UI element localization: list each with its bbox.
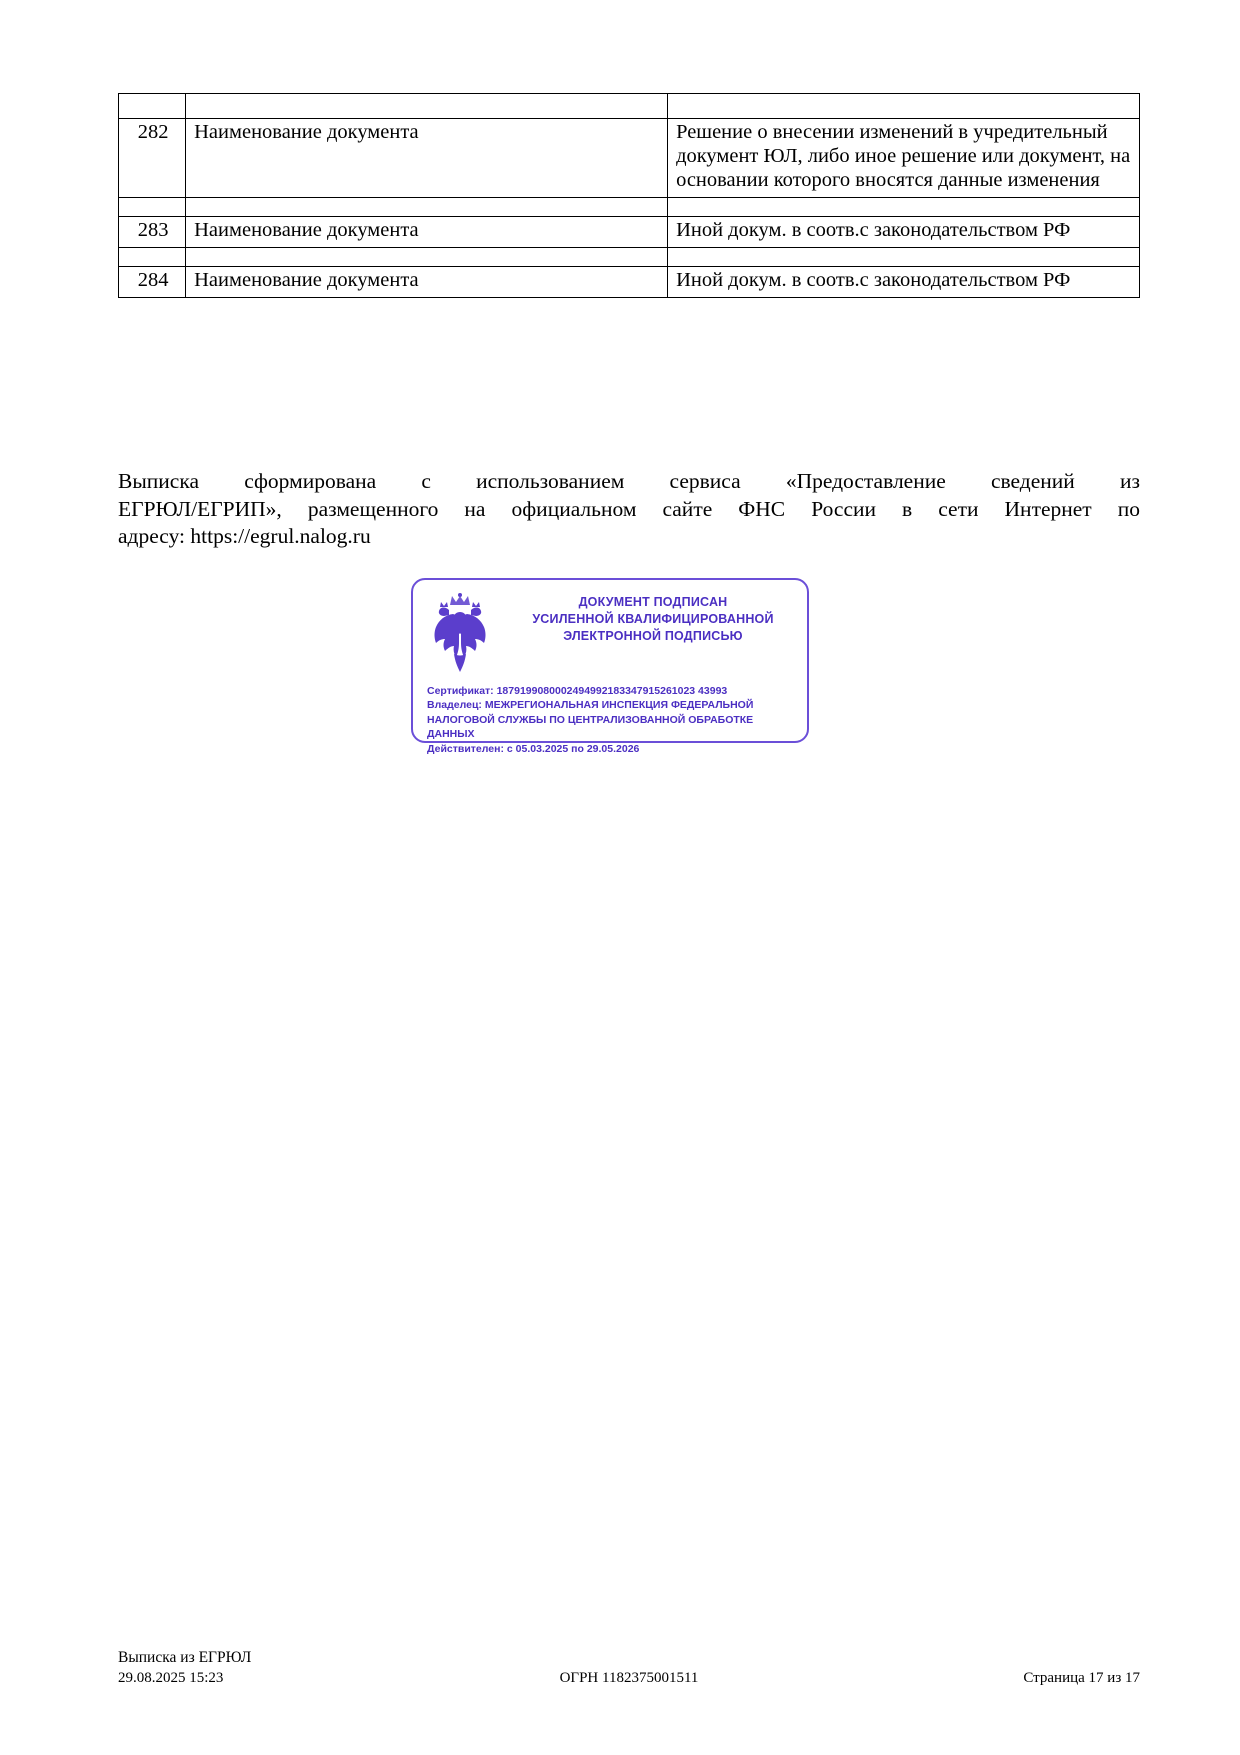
stamp-certificate-label: Сертификат: <box>427 685 494 697</box>
stamp-owner-label: Владелец: <box>427 699 482 712</box>
table-header-num <box>119 94 186 119</box>
table-header-row <box>119 94 1140 119</box>
spacer-cell-value <box>668 197 1140 216</box>
spacer-cell-label <box>186 197 668 216</box>
footer-ogrn: ОГРН 1182375001511 <box>559 1670 699 1687</box>
documents-table <box>118 93 1140 298</box>
row-value: Решение о внесении изменений в учредительный документ ЮЛ, либо иное решение или документ, на основании которого вносятся данные изменения <box>668 119 1140 198</box>
row-label: Наименование документа <box>186 119 668 198</box>
stamp-title-line-2: УСИЛЕННОЙ КВАЛИФИЦИРОВАННОЙ <box>532 611 774 626</box>
row-number: 284 <box>119 266 186 297</box>
service-note <box>118 468 1140 551</box>
stamp-certificate-row <box>427 684 799 698</box>
spacer-cell-num <box>119 197 186 216</box>
table-spacer-row <box>119 247 1140 266</box>
stamp-valid-label: Действителен: <box>427 742 504 755</box>
footer-datetime: 29.08.2025 15:23 <box>118 1670 224 1687</box>
note-line-2: ЕГРЮЛ/ЕГРИП», размещенного на официальном сайте ФНС России в сети Интернет по <box>118 496 1140 521</box>
footer-row <box>118 1669 1140 1688</box>
table-row <box>119 266 1140 297</box>
stamp-title <box>503 594 803 645</box>
footer-doc-type: Выписка из ЕГРЮЛ <box>118 1649 252 1666</box>
footer-page-number: Страница 17 из 17 <box>1023 1670 1140 1687</box>
stamp-valid-row <box>427 742 799 756</box>
row-label: Наименование документа <box>186 216 668 247</box>
row-number: 283 <box>119 216 186 247</box>
electronic-signature-stamp <box>411 578 809 755</box>
table-header-label <box>186 94 668 119</box>
spacer-cell-num <box>119 247 186 266</box>
stamp-owner-row <box>427 698 799 741</box>
table-spacer-row <box>119 197 1140 216</box>
double-headed-eagle-emblem-icon <box>423 592 497 676</box>
stamp-certificate-value: 1879199080002494992183347915261023 43993 <box>496 685 728 697</box>
table-header-value <box>668 94 1140 119</box>
note-line-3: адресу: https://egrul.nalog.ru <box>118 524 371 549</box>
spacer-cell-label <box>186 247 668 266</box>
stamp-valid-value: с 05.03.2025 по 29.05.2026 <box>506 742 640 755</box>
page-footer <box>118 1648 1140 1688</box>
row-number: 282 <box>119 119 186 198</box>
row-value: Иной докум. в соотв.с законодательством РФ <box>668 216 1140 247</box>
stamp-title-line-1: ДОКУМЕНТ ПОДПИСАН <box>578 595 728 609</box>
note-line-1: Выписка сформирована с использованием сервиса «Предоставление сведений из <box>118 469 1140 493</box>
table-row <box>119 119 1140 198</box>
row-value: Иной докум. в соотв.с законодательством РФ <box>668 266 1140 297</box>
stamp-owner-value: МЕЖРЕГИОНАЛЬНАЯ ИНСПЕКЦИЯ ФЕДЕРАЛЬНОЙ НАЛОГОВОЙ СЛУЖБЫ ПО ЦЕНТРАЛИЗОВАННОЙ ОБРАБОТКЕ ДАННЫХ <box>427 699 754 741</box>
table-row <box>119 216 1140 247</box>
stamp-title-line-3: ЭЛЕКТРОННОЙ ПОДПИСЬЮ <box>563 628 743 643</box>
stamp-details <box>427 684 799 756</box>
row-label: Наименование документа <box>186 266 668 297</box>
spacer-cell-value <box>668 247 1140 266</box>
